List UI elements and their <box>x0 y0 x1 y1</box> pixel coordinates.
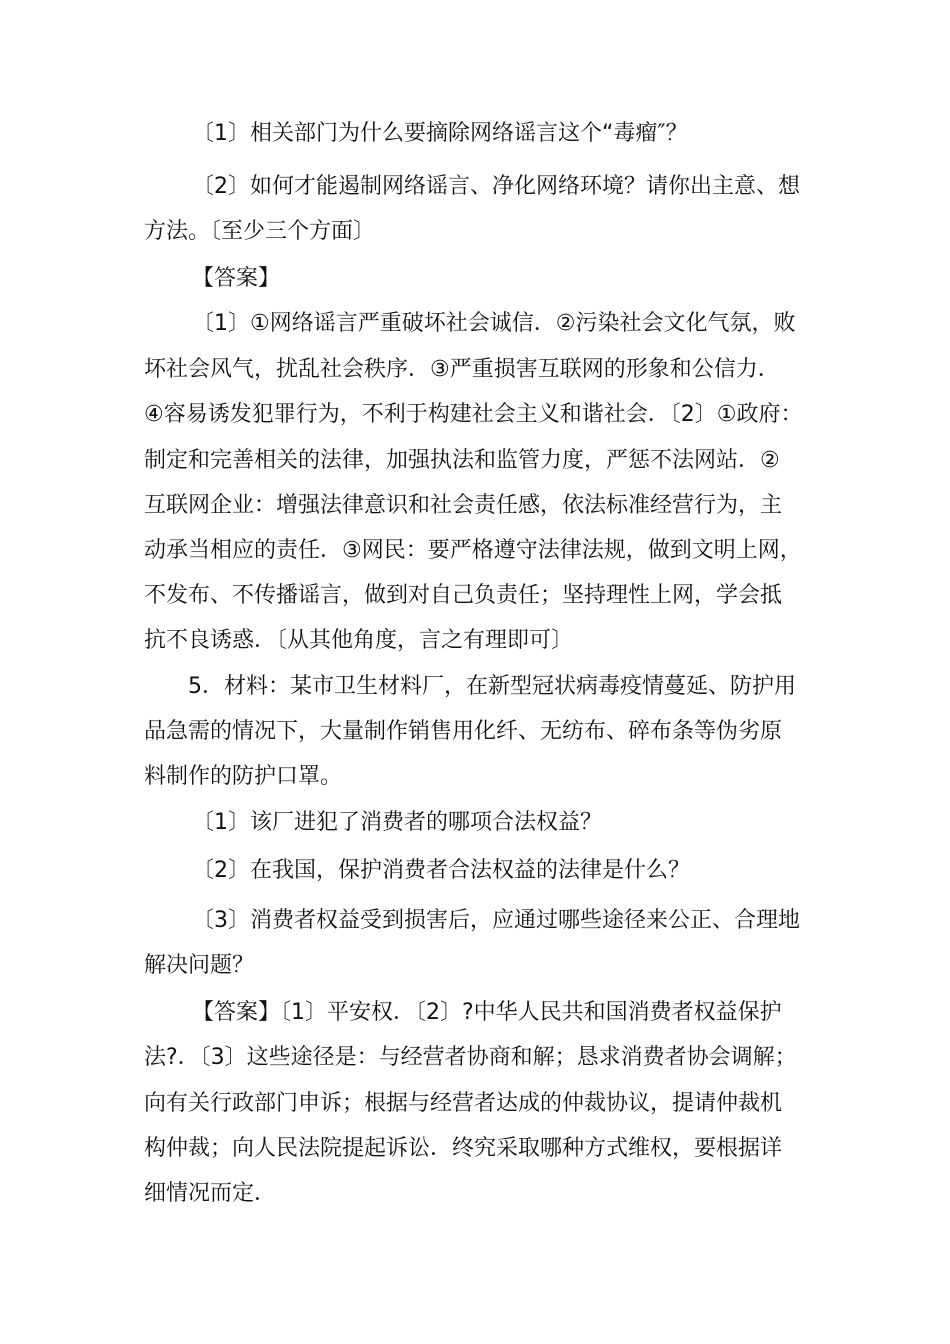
material-5-line: 品急需的情况下，大量制作销售用化纤、无纺布、碎布条等伪劣原 <box>144 719 783 744</box>
material-5-line: 料制作的防护口罩。 <box>144 764 343 789</box>
question-5-2-line: 〔2〕在我国，保护消费者合法权益的法律是什么？ <box>192 858 690 883</box>
answer-text-line: 〔1〕①网络谣言严重破坏社会诚信．②污染社会文化气氛，败 <box>192 311 796 336</box>
question-5-1-line: 〔1〕该厂进犯了消费者的哪项合法权益？ <box>192 810 602 835</box>
answer-5-line: 细情况而定． <box>144 1181 277 1206</box>
question-1-line: 〔1〕相关部门为什么要摘除网络谣言这个“毒瘤″？ <box>192 121 688 146</box>
question-5-3-line: 〔3〕消费者权益受到损害后，应通过哪些途径来公正、合理地 <box>192 908 800 933</box>
answer-5-line: 法?．〔3〕这些途径是：与经营者协商和解；恳求消费者协会调解； <box>144 1045 797 1070</box>
answer-text-line: 不发布、不传播谣言，做到对自己负责任；坚持理性上网，学会抵 <box>144 583 783 608</box>
answer-text-line: 动承当相应的责任．③网民：要严格遵守法律法规，做到文明上网， <box>144 538 802 563</box>
answer-heading: 【答案】 <box>192 266 281 291</box>
answer-text-line: 互联网企业：增强法律意识和社会责任感，依法标准经营行为，主 <box>144 493 783 518</box>
material-5-line: 5．材料：某市卫生材料厂，在新型冠状病毒疫情蔓延、防护用 <box>188 674 796 699</box>
question-2-line-cont: 方法。〔至少三个方面〕 <box>144 219 376 244</box>
answer-text-line: 坏社会风气，扰乱社会秩序．③严重损害互联网的形象和公信力． <box>144 357 780 382</box>
answer-text-line: 制定和完善相关的法律，加强执法和监管力度，严惩不法网站．② <box>144 448 780 473</box>
answer-text-line: ④容易诱发犯罪行为，不利于构建社会主义和谐社会．〔2〕①政府： <box>144 402 803 427</box>
answer-text-line: 抗不良诱惑．〔从其他角度，言之有理即可〕 <box>144 628 574 653</box>
answer-5-line: 构仲裁；向人民法院提起诉讼．终究采取哪种方式维权，要根据详 <box>144 1136 783 1161</box>
answer-5-line: 向有关行政部门申诉；根据与经营者达成的仲裁协议，提请仲裁机 <box>144 1091 783 1116</box>
question-2-line: 〔2〕如何才能遏制网络谣言、净化网络环境？请你出主意、想 <box>192 174 800 199</box>
question-5-3-line-cont: 解决问题？ <box>144 953 255 978</box>
answer-5-line: 【答案】〔1〕平安权．〔2〕?中华人民共和国消费者权益保护 <box>192 1000 782 1025</box>
